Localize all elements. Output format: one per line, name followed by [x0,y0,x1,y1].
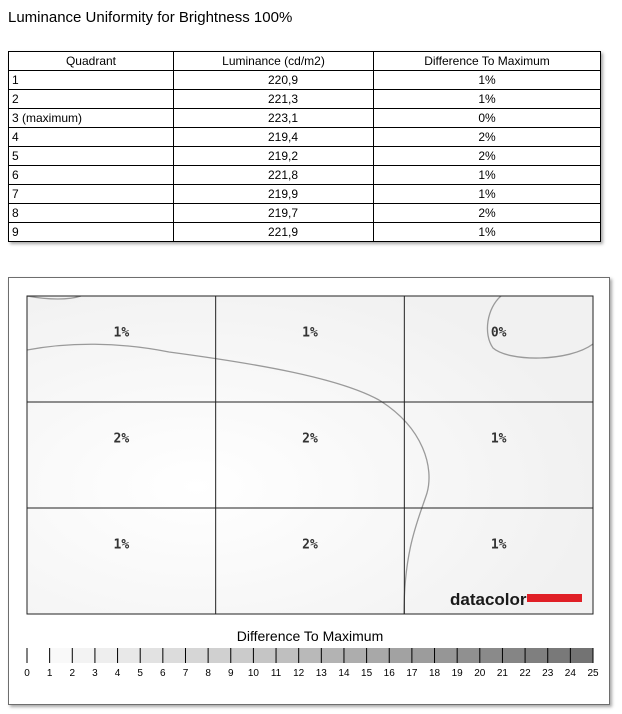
quadrant-cell: 9 [9,223,174,242]
table-row [9,128,601,147]
difference-cell: 2% [374,204,601,223]
scale-band [367,648,390,663]
color-scale [24,648,599,679]
scale-band [208,648,231,663]
scale-band [570,648,593,663]
cell-label: 1% [113,537,130,553]
scale-tick-label: 25 [587,668,599,679]
scale-tick-label: 21 [496,668,509,679]
table-header-row [9,52,601,71]
luminance-cell: 219,2 [174,147,374,166]
scale-tick-label: 1 [46,668,53,679]
luminance-cell: 219,4 [174,128,374,147]
scale-band [435,648,458,663]
scale-band [480,648,503,663]
uniformity-chart-svg [9,278,609,704]
quadrant-cell: 5 [9,147,174,166]
cell-label: 2% [302,537,318,553]
scale-band [299,648,322,663]
scale-tick-label: 15 [361,668,373,679]
scale-tick-label: 5 [137,668,143,679]
scale-tick-label: 22 [519,668,531,679]
scale-band [231,648,254,663]
scale-band [276,648,299,663]
scale-tick-label: 14 [338,668,350,679]
scale-tick-label: 9 [227,668,234,679]
scale-tick-label: 23 [542,668,554,679]
cell-label: 1% [113,325,130,341]
difference-cell: 1% [374,223,601,242]
scale-tick-label: 0 [24,668,30,679]
brand-bar [527,594,582,602]
header-luminance: Luminance (cd/m2) [174,52,374,71]
quadrant-cell: 4 [9,128,174,147]
quadrant-cell: 2 [9,90,174,109]
page-title: Luminance Uniformity for Brightness 100% [8,9,293,26]
scale-tick-label: 4 [114,668,121,679]
cell-label: 2% [113,431,130,447]
scale-band [457,648,480,663]
table-row [9,166,601,185]
scale-title: Difference To Maximum [236,628,384,644]
difference-cell: 2% [374,147,601,166]
luminance-cell: 221,8 [174,166,374,185]
scale-band [253,648,276,663]
scale-tick-label: 10 [247,668,259,679]
luminance-cell: 223,1 [174,109,374,128]
table-row [9,223,601,242]
scale-band [548,648,571,663]
scale-band [95,648,118,663]
quadrant-cell: 7 [9,185,174,204]
scale-tick-label: 18 [428,668,441,679]
cell-label: 0% [490,325,507,341]
scale-tick-label: 13 [315,668,327,679]
table-row [9,185,601,204]
quadrant-cell: 1 [9,71,174,90]
brand-logo: datacolor [450,590,527,609]
luminance-cell: 220,9 [174,71,374,90]
cell-label: 1% [490,431,507,447]
difference-cell: 0% [374,109,601,128]
quadrant-cell: 8 [9,204,174,223]
scale-tick-label: 2 [69,668,76,679]
quadrant-cell: 3 (maximum) [9,109,174,128]
scale-band [344,648,367,663]
luminance-cell: 221,3 [174,90,374,109]
table-row [9,71,601,90]
difference-cell: 1% [374,90,601,109]
scale-band [50,648,73,663]
luminance-table [8,51,601,242]
scale-tick-label: 24 [564,668,576,679]
luminance-cell: 221,9 [174,223,374,242]
difference-cell: 1% [374,71,601,90]
luminance-cell: 219,9 [174,185,374,204]
luminance-cell: 219,7 [174,204,374,223]
quadrant-cell: 6 [9,166,174,185]
cell-label: 1% [490,537,507,553]
scale-tick-label: 20 [474,668,486,679]
scale-band [389,648,412,663]
header-quadrant: Quadrant [9,52,174,71]
scale-band [27,648,50,663]
table-row [9,109,601,128]
scale-band [502,648,525,663]
scale-band [412,648,435,663]
scale-band [321,648,344,663]
scale-tick-label: 17 [406,668,418,679]
table-body [9,71,601,242]
scale-tick-label: 11 [270,668,282,679]
scale-tick-label: 6 [160,668,166,679]
table-row [9,147,601,166]
scale-band [140,648,163,663]
heatmap-area [27,296,593,614]
scale-band [72,648,95,663]
scale-band [118,648,141,663]
header-difference: Difference To Maximum [374,52,601,71]
table-row [9,204,601,223]
scale-band [185,648,208,663]
scale-tick-label: 12 [293,668,305,679]
scale-tick-label: 19 [451,668,463,679]
scale-tick-label: 7 [182,668,189,679]
difference-cell: 1% [374,166,601,185]
scale-tick-label: 3 [92,668,98,679]
scale-band [163,648,186,663]
cell-label: 1% [302,325,318,341]
table-row [9,90,601,109]
scale-tick-label: 8 [205,668,211,679]
scale-tick-label: 16 [383,668,395,679]
difference-cell: 1% [374,185,601,204]
difference-cell: 2% [374,128,601,147]
cell-label: 2% [302,431,318,447]
uniformity-chart [8,277,610,705]
scale-band [525,648,548,663]
